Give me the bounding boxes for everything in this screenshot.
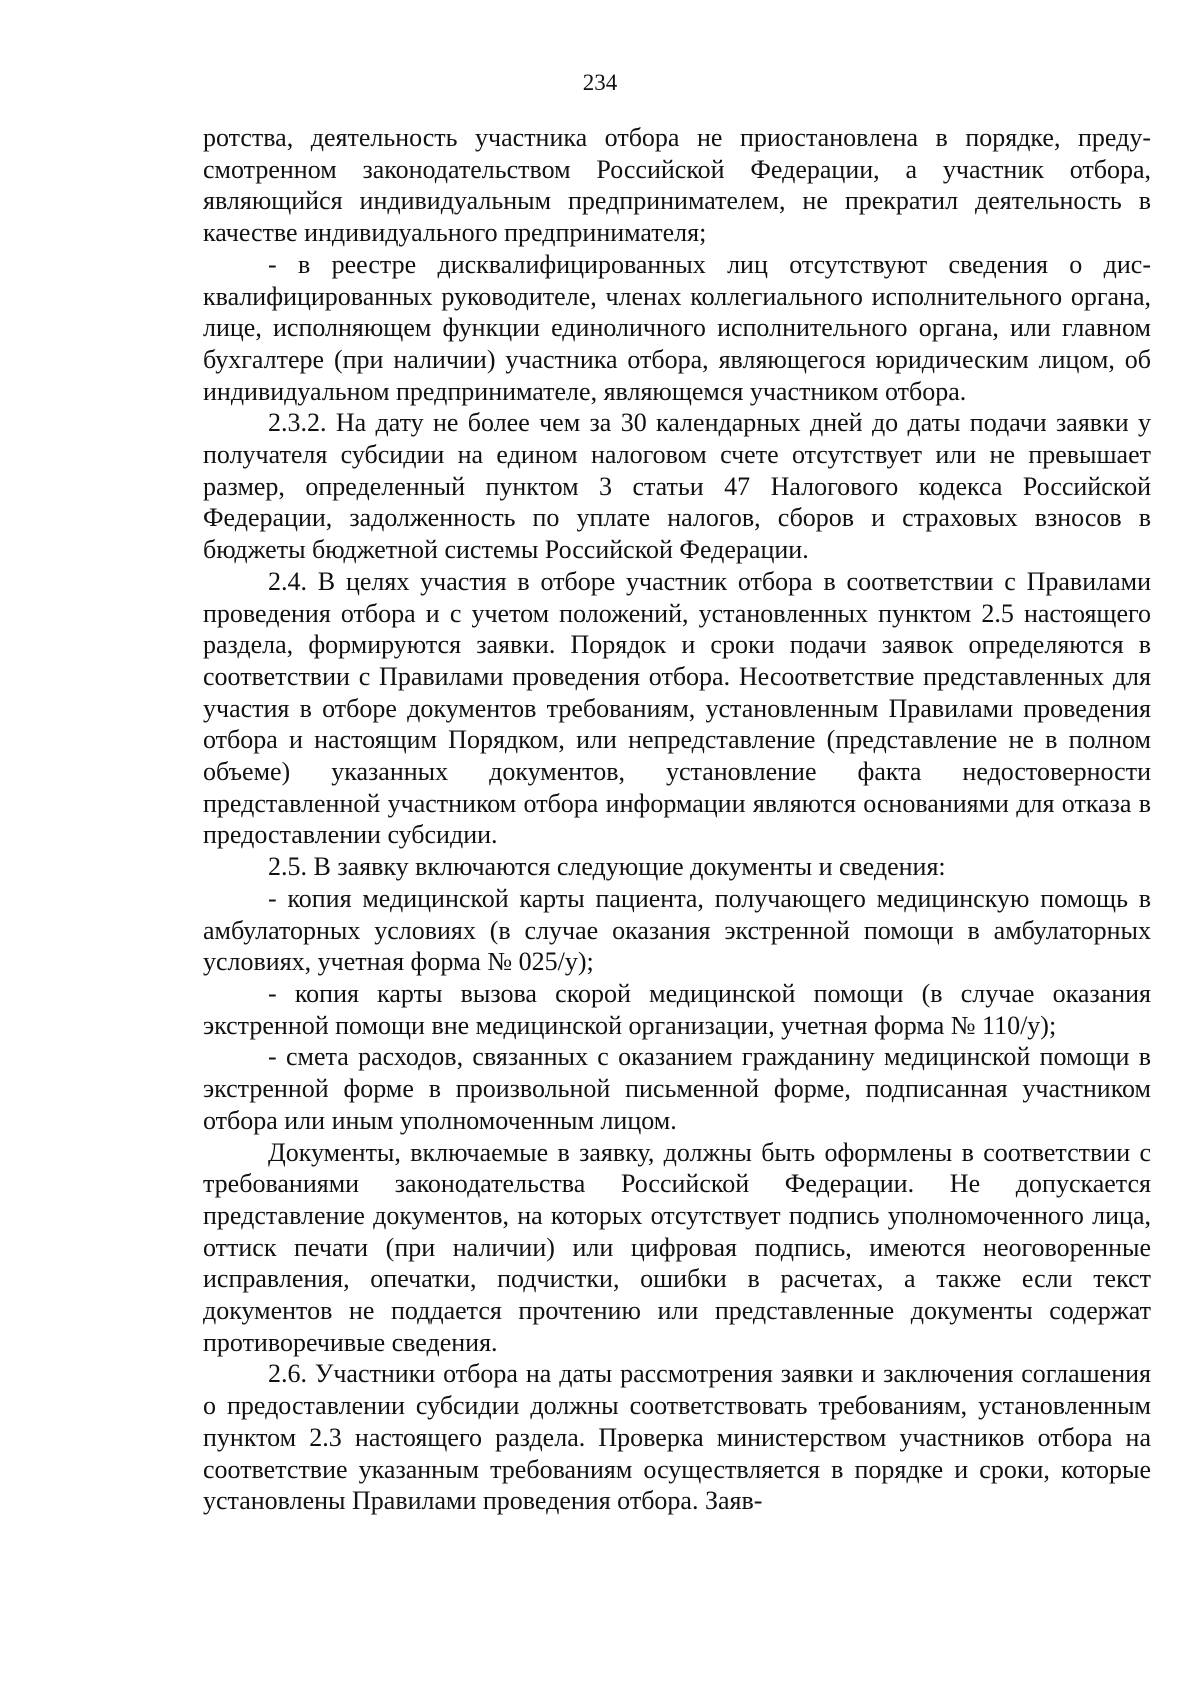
paragraph: - в реестре дисквалифицированных лиц отсутствуют сведения о дисквалифицированных руководителе, членах коллегиального исполнительного органа, лице, исполняющем функции единоличного исполнительного органа, или главном бухгалтере (при наличии) участника отбора, являющегося юридическим лицом, об индивидуальном предпринимателе, являющемся участником отбора.: [203, 249, 1151, 406]
paragraph: - смета расходов, связанных с оказанием гражданину медицинской помощи в экстренной форме в произвольной письменной форме, подписанная участником отбора или иным уполномоченным лицом.: [203, 1042, 1151, 1135]
paragraph: 2.3.2. На дату не более чем за 30 календарных дней до даты подачи заявки у получателя субсидии на едином налоговом счете отсутствует или не превышает размер, определенный пунктом 3 статьи 47 Налогового кодекса Российской Федерации, задолженность по уплате налогов, сборов и страховых взносов в бюджеты бюджетной системы Российской Федерации.: [203, 408, 1151, 565]
paragraph: - копия медицинской карты пациента, получающего медицинскую помощь в амбулаторных условиях (в случае оказания экстренной помощи в амбулаторных условиях, учетная форма № 025/у);: [203, 883, 1151, 977]
paragraph: 2.5. В заявку включаются следующие документы и сведения:: [268, 852, 946, 882]
document-body: [203, 122, 1151, 1517]
paragraph: ротства, деятельность участника отбора не приостановлена в порядке, предусмотренном законодательством Российской Федерации, а участник отбора, являющийся индивидуальным предпринимателем, не прекратил деятельность в качестве индивидуального предпринимателя;: [203, 123, 1151, 248]
paragraph: Документы, включаемые в заявку, должны быть оформлены в соответствии с требованиями законодательства Российской Федерации. Не допускается представление документов, на которых отсутствует подпись уполномоченного лица, оттиск печати (при наличии) или цифровая подпись, имеются неоговоренные исправления, опечатки, подчистки, ошибки в расчетах, а также если текст документов не поддается прочтению или представленные документы содержат противоречивые сведения.: [203, 1137, 1151, 1357]
paragraph: 2.4. В целях участия в отборе участник отбора в соответствии с Правилами проведения отбора и с учетом положений, установленных пунктом 2.5 настоящего раздела, формируются заявки. Порядок и сроки подачи заявок определяются в соответствии с Правилами проведения отбора. Несоответствие представленных для участия в отборе документов требованиям, установленным Правилами проведения отбора и настоящим Порядком, или непредставление (представление не в полном объеме) указанных документов, установление факта недостоверности представленной участником отбора информации являются основаниями для отказа в предоставлении субсидии.: [203, 566, 1151, 850]
paragraph: 2.6. Участники отбора на даты рассмотрения заявки и заключения соглашения о предоставлении субсидии должны соответствовать требованиям, установленным пунктом 2.3 настоящего раздела. Проверка министерством участников отбора на соответствие указанным требованиям осуществляется в порядке и сроки, которые установлены Правилами проведения отбора. Заяв-: [203, 1359, 1151, 1516]
paragraph: - копия карты вызова скорой медицинской помощи (в случае оказания экстренной помощи вне медицинской организации, учетная форма № 110/у);: [203, 978, 1151, 1040]
page-number: 234: [582, 70, 618, 95]
